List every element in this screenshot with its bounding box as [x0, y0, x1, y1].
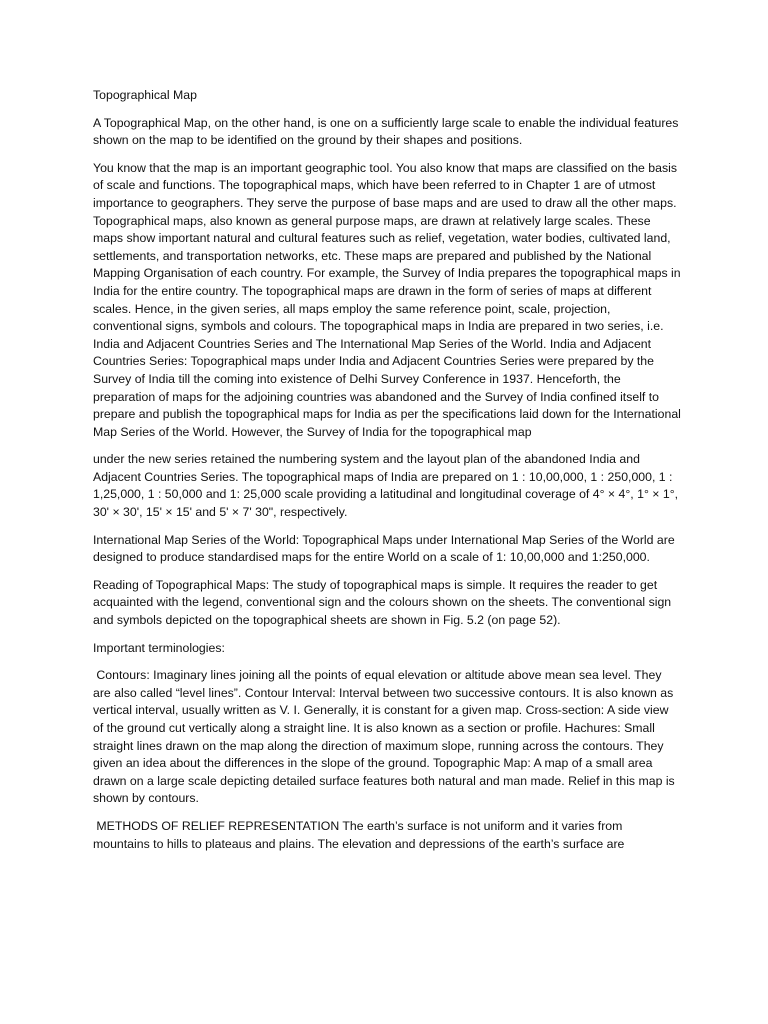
paragraph-terminologies-heading: Important terminologies:	[93, 640, 225, 655]
paragraph-definition: A Topographical Map, on the other hand, is one on a sufficiently large scale to enable the individual features shown on the map to be identified on the ground by their shapes and positions.	[93, 115, 682, 148]
paragraph-reading-maps: Reading of Topographical Maps: The study of topographical maps is simple. It requires the reader to get acquainted with the legend, conventional sign and the colours shown on the sheets. The conventional sign and symbols depicted on the topographical sheets are shown in Fig. 5.2 (on page 52).	[93, 577, 675, 628]
document-body	[93, 87, 685, 863]
paragraph-overview: You know that the map is an important geographic tool. You also know that maps are classified on the basis of scale and functions. The topographical maps, which have been referred to in Chapter 1 are of utmost importance to geographers. They serve the purpose of base maps and are used to draw all the other maps. Topographical maps, also known as general purpose maps, are drawn at relatively large scales. These maps show important natural and cultural features such as relief, vegetation, water bodies, cultivated land, settlements, and transportation networks, etc. These maps are prepared and published by the National Mapping Organisation of each country. For example, the Survey of India prepares the topographical maps in India for the entire country. The topographical maps are drawn in the form of series of maps at different scales. Hence, in the given series, all maps employ the same reference point, scale, projection, conventional signs, symbols and colours. The topographical maps in India are prepared in two series, i.e. India and Adjacent Countries Series and The International Map Series of the World. India and Adjacent Countries Series: Topographical maps under India and Adjacent Countries Series were prepared by the Survey of India till the coming into existence of Delhi Survey Conference in 1937. Henceforth, the preparation of maps for the adjoining countries was abandoned and the Survey of India confined itself to prepare and publish the topographical maps for India as per the specifications laid down for the International Map Series of the World. However, the Survey of India for the topographical map	[93, 160, 685, 439]
paragraph-international-series: International Map Series of the World: Topographical Maps under International Map Series of the World are designed to produce standardised maps for the entire World on a scale of 1: 10,00,000 and 1:250,000.	[93, 532, 679, 565]
paragraph-terminologies: Contours: Imaginary lines joining all the points of equal elevation or altitude above mean sea level. They are also called “level lines”. Contour Interval: Interval between two successive contours. It is also known as vertical interval, usually written as V. I. Generally, it is constant for a given map. Cross-section: A side view of the ground cut vertically along a straight line. It is also known as a section or profile. Hachures: Small straight lines drawn on the map along the direction of maximum slope, running across the contours. They given an idea about the differences in the slope of the ground. Topographic Map: A map of a small area drawn on a large scale depicting detailed surface features both natural and man made. Relief in this map is shown by contours.	[93, 668, 679, 806]
paragraph-relief-methods: METHODS OF RELIEF REPRESENTATION The earth’s surface is not uniform and it varies from mountains to hills to plateaus and plains. The elevation and depressions of the earth’s surface are	[93, 818, 626, 851]
paragraph-new-series: under the new series retained the numbering system and the layout plan of the abandoned India and Adjacent Countries Series. The topographical maps of India are prepared on 1 : 10,00,000, 1 : 250,000, 1 : 1,25,000, 1 : 50,000 and 1: 25,000 scale providing a latitudinal and longitudinal coverage of 4° × 4°, 1° × 1°, 30' × 30', 15' × 15' and 5' × 7' 30", respectively.	[93, 452, 682, 520]
document-title: Topographical Map	[93, 88, 197, 102]
